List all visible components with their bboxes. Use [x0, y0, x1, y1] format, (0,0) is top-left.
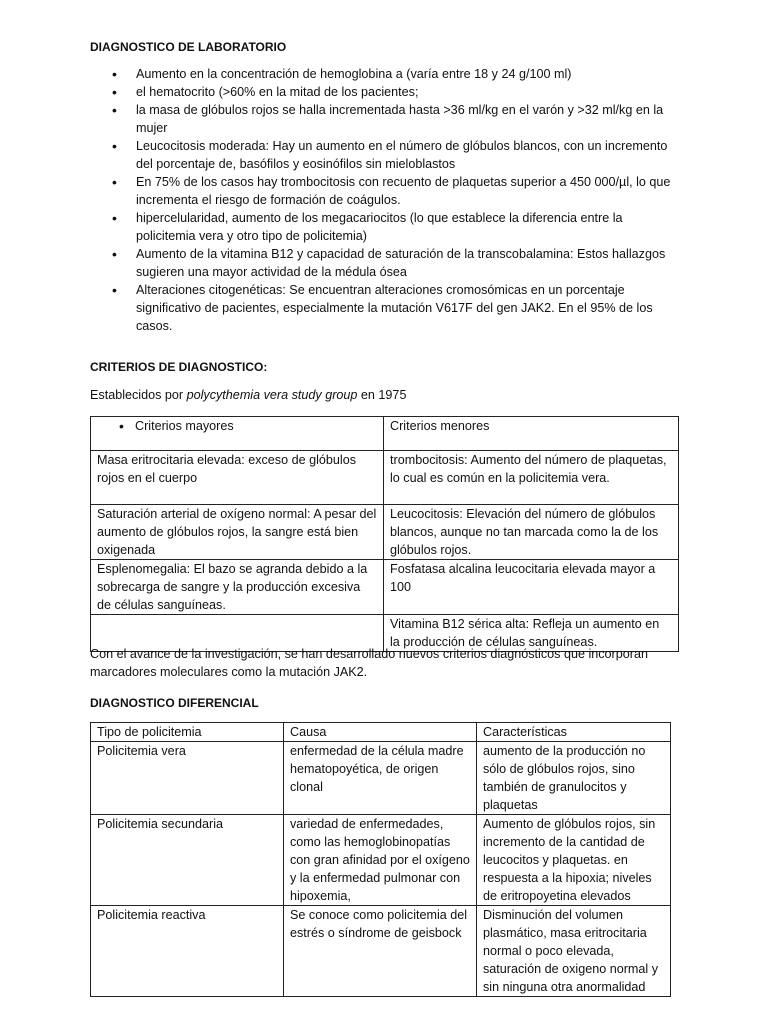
- table-cell: Vitamina B12 sérica alta: Refleja un aumento en la producción de células sanguíneas.: [384, 615, 679, 652]
- table-cell: Policitemia vera: [91, 742, 284, 815]
- table-header-cell: Características: [477, 723, 671, 742]
- table-cell: Fosfatasa alcalina leucocitaria elevada mayor a 100: [384, 560, 679, 615]
- list-item: • En 75% de los casos hay trombocitosis con recuento de plaquetas superior a 450 000/µl, lo que incrementa el riesgo de formación de coágulos.: [90, 173, 680, 209]
- header-major: • Criterios mayores: [97, 417, 377, 435]
- list-item: • Aumento de la vitamina B12 y capacidad de saturación de la transcobalamina: Estos hallazgos sugieren una mayor actividad de la médula ósea: [90, 245, 680, 281]
- table-cell: trombocitosis: Aumento del número de plaquetas, lo cual es común en la policitemia vera.: [384, 451, 679, 505]
- table-cell: Disminución del volumen plasmático, masa eritrocitaria normal o poco elevada, saturación de oxigeno normal y sin ninguna otra anormalidad: [477, 906, 671, 997]
- table-cell: variedad de enfermedades, como las hemoglobinopatías con gran afinidad por el oxígeno y la enfermedad pulmonar con hipoxemia,: [284, 815, 477, 906]
- lab-findings-list: [90, 65, 680, 335]
- criteria-intro: [90, 386, 406, 404]
- table-header-cell: Causa: [284, 723, 477, 742]
- table-row: [91, 451, 679, 505]
- table-cell: Leucocitosis: Elevación del número de glóbulos blancos, aunque no tan marcada como la de los glóbulos rojos.: [384, 505, 679, 560]
- table-cell: Policitemia secundaria: [91, 815, 284, 906]
- table-cell: enfermedad de la célula madre hematopoyética, de origen clonal: [284, 742, 477, 815]
- table-header-cell: Tipo de policitemia: [91, 723, 284, 742]
- table-cell: [91, 417, 384, 451]
- table-row: [91, 505, 679, 560]
- list-item: • el hematocrito (>60% en la mitad de los pacientes;: [90, 83, 680, 101]
- table-row: [91, 417, 679, 451]
- criteria-table: [90, 416, 679, 652]
- table-row: [91, 742, 671, 815]
- table-row: [91, 815, 671, 906]
- list-item: • Aumento en la concentración de hemoglobina a (varía entre 18 y 24 g/100 ml): [90, 65, 680, 83]
- table-row: [91, 906, 671, 997]
- table-cell: Esplenomegalia: El bazo se agranda debido a la sobrecarga de sangre y la producción excesiva de células sanguíneas.: [91, 560, 384, 615]
- intro-prefix: Establecidos por: [90, 388, 187, 402]
- lab-heading: DIAGNOSTICO DE LABORATORIO: [90, 40, 287, 54]
- criteria-note: Con el avance de la investigación, se han desarrollado nuevos criterios diagnósticos que incorporan marcadores moleculares como la mutación JAK2.: [90, 647, 648, 679]
- differential-table: [90, 722, 671, 997]
- table-row: [91, 560, 679, 615]
- table-cell: Aumento de glóbulos rojos, sin incremento de la cantidad de leucocitos y plaquetas. en respuesta a la hipoxia; niveles de eritropoyetina elevados: [477, 815, 671, 906]
- header-minor: Criterios menores: [390, 419, 490, 433]
- list-item: • hipercelularidad, aumento de los megacariocitos (lo que establece la diferencia entre la policitemia vera y otro tipo de policitemia): [90, 209, 680, 245]
- table-cell: Masa eritrocitaria elevada: exceso de glóbulos rojos en el cuerpo: [91, 451, 384, 505]
- table-cell: aumento de la producción no sólo de glóbulos rojos, sino también de granulocitos y plaquetas: [477, 742, 671, 815]
- table-cell: [384, 417, 679, 451]
- list-item: • la masa de glóbulos rojos se halla incrementada hasta >36 ml/kg en el varón y >32 ml/kg en la mujer: [90, 101, 680, 137]
- list-item: • Leucocitosis moderada: Hay un aumento en el número de glóbulos blancos, con un incremento del porcentaje de, basófilos y eosinófilos sin mieloblastos: [90, 137, 680, 173]
- table-cell: Saturación arterial de oxígeno normal: A pesar del aumento de glóbulos rojos, la sangre está bien oxigenada: [91, 505, 384, 560]
- differential-heading: DIAGNOSTICO DIFERENCIAL: [90, 696, 259, 710]
- intro-italic: polycythemia vera study group: [186, 388, 358, 402]
- intro-suffix: en 1975: [357, 388, 407, 402]
- list-item: • Alteraciones citogenéticas: Se encuentran alteraciones cromosómicas en un porcentaje significativo de pacientes, especialmente la mutación V617F del gen JAK2. En el 95% de los casos.: [90, 281, 680, 335]
- criteria-heading: CRITERIOS DE DIAGNOSTICO:: [90, 360, 268, 374]
- table-cell: Policitemia reactiva: [91, 906, 284, 997]
- table-cell: Se conoce como policitemia del estrés o síndrome de geisbock: [284, 906, 477, 997]
- table-row: [91, 723, 671, 742]
